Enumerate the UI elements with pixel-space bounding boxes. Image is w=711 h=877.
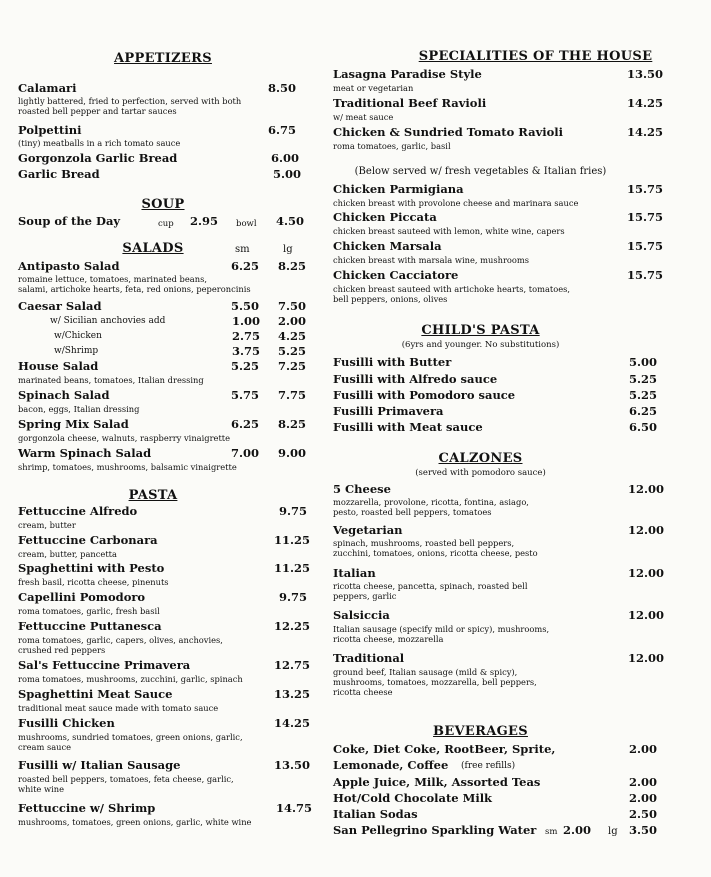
item-desc: traditional meat sauce made with tomato sauce [18,703,219,713]
item-price: 14.25 [274,716,311,730]
pasta-heading: PASTA [128,488,178,503]
item-price: 15.75 [627,239,664,253]
lg-price: 7.75 [278,388,307,402]
item-name: Coke, Diet Coke, RootBeer, Sprite, [333,742,556,756]
item-desc: ricotta cheese, pancetta, spinach, roasted bell [333,581,528,591]
item-name: Garlic Bread [18,167,100,181]
item-desc: lightly battered, fried to perfection, served with both [18,96,242,106]
item-price: 5.25 [629,388,658,402]
item-price: 12.00 [628,482,665,496]
lg-price: 7.50 [278,299,307,313]
addon-lg: 2.00 [278,314,307,328]
lg-label: lg [608,826,618,837]
item-name: Lasagna Paradise Style [333,67,482,81]
item-desc: crushed red peppers [18,645,106,655]
item-name: Calamari [18,81,77,95]
addon-lg: 4.25 [278,329,307,343]
item-desc: bacon, eggs, Italian dressing [18,404,140,414]
sm-label: sm [545,827,558,837]
item-desc: peppers, garlic [333,591,397,601]
item-desc: ground beef, Italian sausage (mild & spicy), [333,667,518,677]
item-name: Fusilli w/ Italian Sausage [18,758,181,772]
item-price: 13.50 [274,758,311,772]
item-desc: roma tomatoes, mushrooms, zucchini, garlic, spinach [18,674,243,684]
item-desc: mushrooms, tomatoes, mozzarella, bell peppers, [333,677,537,687]
item-name: Lemonade, Coffee [333,758,449,772]
item-price: 12.75 [274,658,311,672]
item-desc: marinated beans, tomatoes, Italian dressing [18,375,204,385]
item-name: Warm Spinach Salad [18,446,152,460]
item-desc: ricotta cheese, mozzarella [333,634,444,644]
item-name: Vegetarian [333,523,403,537]
addon-sm: 3.75 [232,344,261,358]
item-name: Spaghettini with Pesto [18,561,165,575]
item-desc: pesto, roasted bell peppers, tomatoes [333,507,492,517]
item-desc: roasted bell peppers, tomatoes, feta cheese, garlic, [18,774,234,784]
item-price: 12.00 [628,608,665,622]
item-name: Spaghettini Meat Sauce [18,687,173,701]
item-name: Chicken Cacciatore [333,268,459,282]
item-price: 15.75 [627,182,664,196]
item-name: Chicken Piccata [333,210,437,224]
sm-price: 6.25 [231,259,260,273]
bowl-label: bowl [236,219,257,229]
item-name: Fusilli with Pomodoro sauce [333,388,516,402]
item-price: 6.25 [629,404,658,418]
item-price: 12.00 [628,651,665,665]
addon-label: w/Shrimp [54,346,99,356]
item-name: Salsiccia [333,608,390,622]
salads-heading: SALADS [122,241,184,256]
item-desc: chicken breast sauteed with artichoke hearts, tomatoes, [333,284,571,294]
item-desc: chicken breast sauteed with lemon, white wine, capers [333,226,565,236]
item-desc: cream, butter [18,520,76,530]
item-desc: mushrooms, tomatoes, green onions, garlic, white wine [18,817,252,827]
calzones-heading: CALZONES [438,451,523,466]
item-desc: cream, butter, pancetta [18,549,117,559]
item-name: Traditional Beef Ravioli [333,96,487,110]
item-desc: mozzarella, provolone, ricotta, fontina, asiago, [333,497,529,507]
item-price: 5.00 [629,355,658,369]
item-name: Fusilli with Meat sauce [333,420,483,434]
item-price: 14.25 [627,96,664,110]
item-desc: cream sauce [18,742,72,752]
item-price: 13.50 [627,67,664,81]
item-price: 14.25 [627,125,664,139]
item-name: San Pellegrino Sparkling Water [333,823,537,837]
item-price: 12.00 [628,566,665,580]
served-note: (Below served w/ fresh vegetables & Italian fries) [354,166,607,177]
item-price: 13.25 [274,687,311,701]
item-name: Caesar Salad [18,299,102,313]
calzones-note: (served with pomodoro sauce) [415,468,546,478]
item-desc: roasted bell pepper and tartar sauces [18,106,177,116]
item-desc: Italian sausage (specify mild or spicy), mushrooms, [333,624,550,634]
item-price: 2.50 [629,807,658,821]
cup-label: cup [158,219,174,229]
item-name: House Salad [18,359,99,373]
item-desc: ricotta cheese [333,687,393,697]
sm-price: 2.00 [563,823,592,837]
sm-price: 5.75 [231,388,260,402]
item-name: Italian Sodas [333,807,418,821]
bowl-price: 4.50 [276,214,305,228]
item-price: 11.25 [274,533,311,547]
item-name: Traditional [333,651,405,665]
item-name: Italian [333,566,376,580]
item-name: Fettuccine Alfredo [18,504,138,518]
lg-price: 9.00 [278,446,307,460]
item-price: 8.50 [268,81,297,95]
item-desc: zucchini, tomatoes, onions, ricotta cheese, pesto [333,548,538,558]
item-name: Fettuccine w/ Shrimp [18,801,156,815]
lg-price: 7.25 [278,359,307,373]
item-price: 14.75 [276,801,313,815]
item-desc: roma tomatoes, garlic, basil [333,141,451,151]
childs-pasta-heading: CHILD'S PASTA [421,323,540,338]
addon-lg: 5.25 [278,344,307,358]
item-price: 6.75 [268,123,297,137]
item-desc: white wine [18,784,64,794]
item-name: Fusilli with Butter [333,355,452,369]
item-price: 2.00 [629,775,658,789]
sm-price: 6.25 [231,417,260,431]
item-desc: mushrooms, sundried tomatoes, green onions, garlic, [18,732,243,742]
item-name: Fettuccine Puttanesca [18,619,162,633]
addon-sm: 2.75 [232,329,261,343]
appetizers-heading: APPETIZERS [114,51,212,66]
item-price: 12.25 [274,619,311,633]
item-name: Fusilli Primavera [333,404,444,418]
item-desc: meat or vegetarian [333,83,414,93]
item-name: Antipasto Salad [18,259,120,273]
item-price: 2.00 [629,742,658,756]
sm-price: 7.00 [231,446,260,460]
item-desc: chicken breast with marsala wine, mushrooms [333,255,530,265]
cup-price: 2.95 [190,214,219,228]
childs-pasta-note: (6yrs and younger. No substitutions) [401,340,560,350]
item-name: Polpettini [18,123,82,137]
free-refills-note: (free refills) [461,761,516,771]
sm-price: 5.25 [231,359,260,373]
item-desc: gorgonzola cheese, walnuts, raspberry vinaigrette [18,433,231,443]
item-desc: shrimp, tomatoes, mushrooms, balsamic vinaigrette [18,462,237,472]
item-desc: fresh basil, ricotta cheese, pinenuts [18,577,169,587]
item-name: Gorgonzola Garlic Bread [18,151,178,165]
item-price: 11.25 [274,561,311,575]
item-price: 5.00 [273,167,302,181]
addon-label: w/ Sicilian anchovies add [50,316,166,326]
item-name: Soup of the Day [18,214,121,228]
item-name: Apple Juice, Milk, Assorted Teas [333,775,541,789]
item-price: 15.75 [627,210,664,224]
addon-sm: 1.00 [232,314,261,328]
sm-label: sm [235,244,250,255]
item-price: 9.75 [279,504,308,518]
item-desc: (tiny) meatballs in a rich tomato sauce [18,138,181,148]
item-price: 6.00 [271,151,300,165]
item-name: Capellini Pomodoro [18,590,146,604]
item-desc: spinach, mushrooms, roasted bell peppers, [333,538,515,548]
lg-price: 3.50 [629,823,658,837]
item-name: Fettuccine Carbonara [18,533,158,547]
item-desc: chicken breast with provolone cheese and marinara sauce [333,198,579,208]
item-name: Fusilli Chicken [18,716,115,730]
lg-label: lg [283,244,293,255]
item-price: 12.00 [628,523,665,537]
item-price: 2.00 [629,791,658,805]
item-desc: bell peppers, onions, olives [333,294,448,304]
item-name: Chicken Marsala [333,239,442,253]
addon-label: w/Chicken [54,331,102,341]
item-desc: salami, artichoke hearts, feta, red onions, peperoncinis [18,284,251,294]
beverages-heading: BEVERAGES [433,724,528,739]
item-name: 5 Cheese [333,482,391,496]
sm-price: 5.50 [231,299,260,313]
soup-heading: SOUP [141,197,185,212]
lg-price: 8.25 [278,417,307,431]
item-desc: roma tomatoes, garlic, capers, olives, anchovies, [18,635,223,645]
item-name: Sal's Fettuccine Primavera [18,658,191,672]
lg-price: 8.25 [278,259,307,273]
item-desc: romaine lettuce, tomatoes, marinated beans, [18,274,207,284]
item-name: Fusilli with Alfredo sauce [333,372,498,386]
item-desc: w/ meat sauce [333,112,394,122]
item-price: 15.75 [627,268,664,282]
item-desc: roma tomatoes, garlic, fresh basil [18,606,160,616]
item-price: 6.50 [629,420,658,434]
item-name: Chicken Parmigiana [333,182,464,196]
item-name: Chicken & Sundried Tomato Ravioli [333,125,564,139]
item-name: Spinach Salad [18,388,110,402]
item-name: Hot/Cold Chocolate Milk [333,791,493,805]
item-price: 5.25 [629,372,658,386]
specialities-heading: SPECIALITIES OF THE HOUSE [418,49,653,64]
item-price: 9.75 [279,590,308,604]
item-name: Spring Mix Salad [18,417,129,431]
